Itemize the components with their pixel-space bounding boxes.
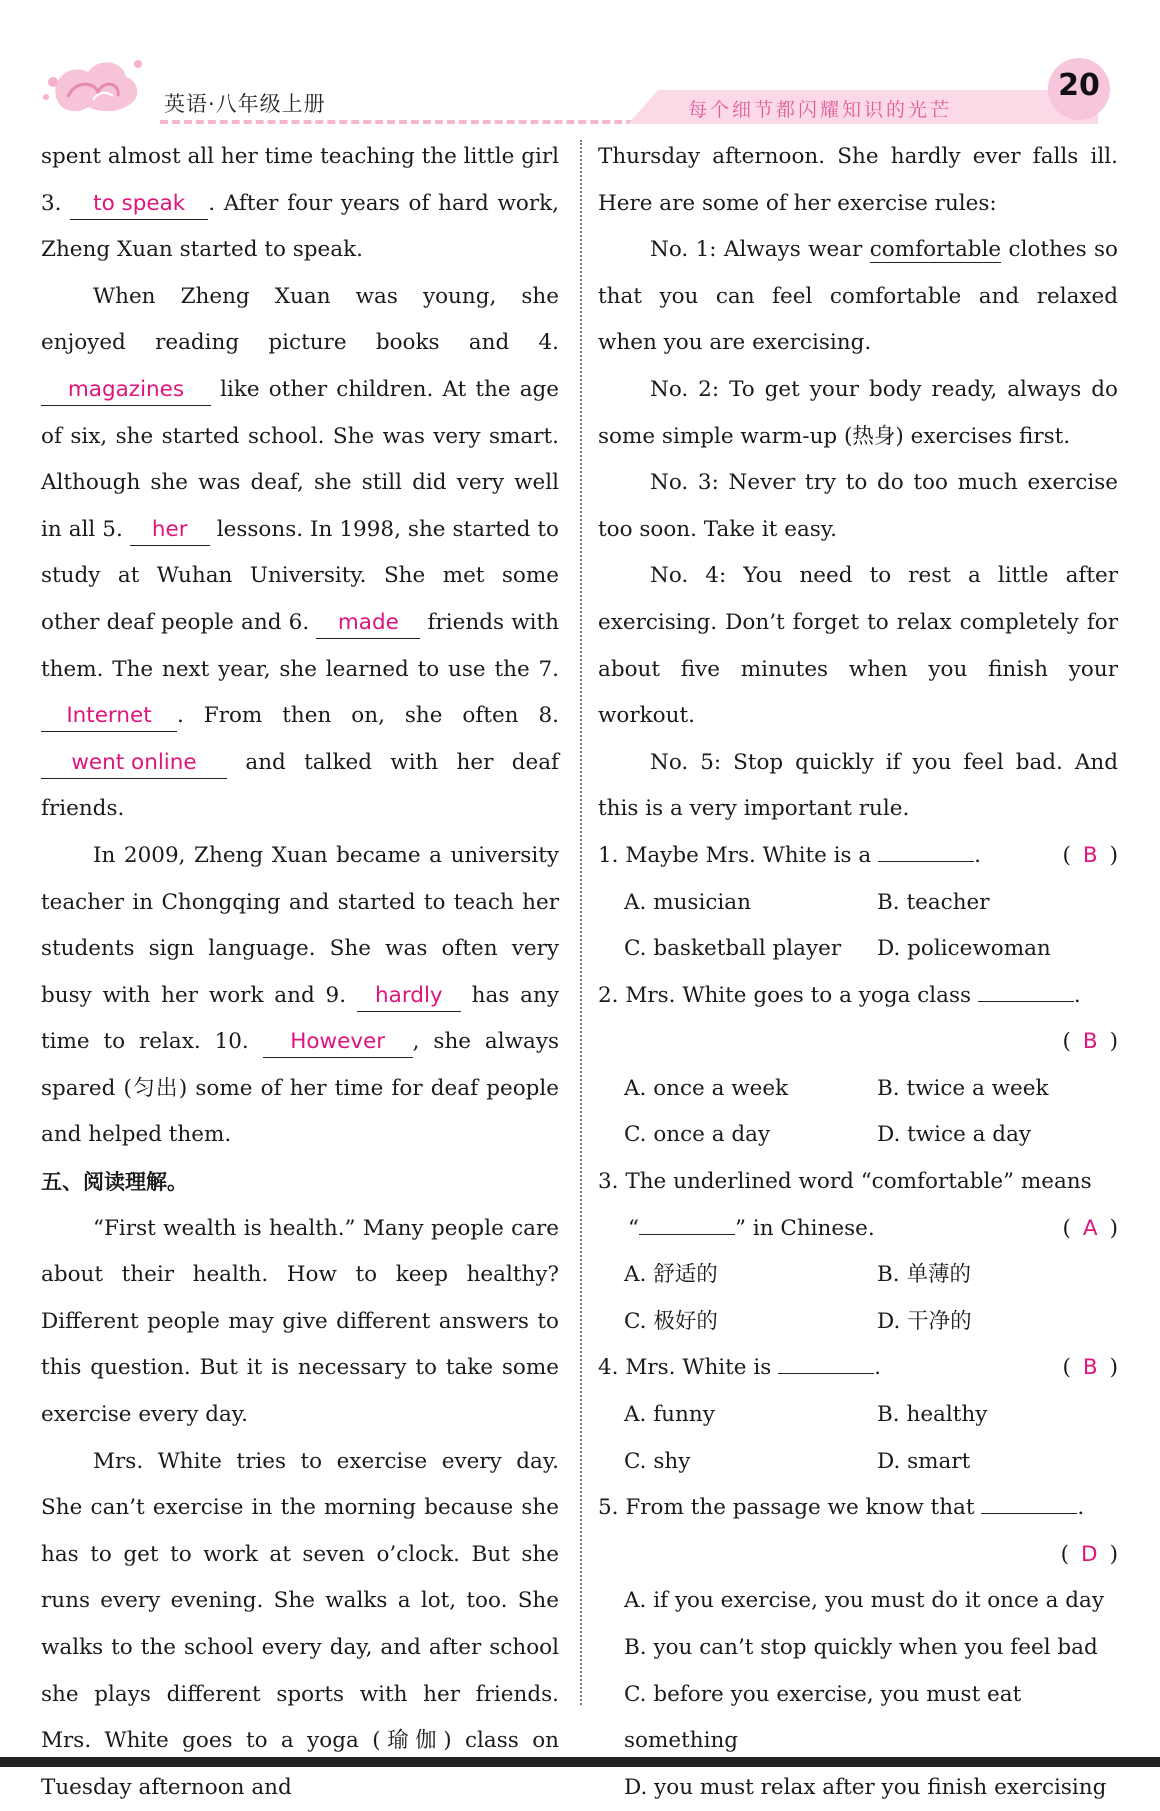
answer-bracket: ( D ) bbox=[1060, 1541, 1118, 1567]
question-blank bbox=[778, 1353, 874, 1374]
option-line: C. before you exercise, you must eat something bbox=[624, 1681, 1022, 1754]
answer-bracket: ( A ) bbox=[1062, 1215, 1118, 1241]
options-row: C. 极好的 D. 干净的 bbox=[624, 1308, 972, 1334]
reading-paragraph: Mrs. White tries to exercise every day. She can’t exercise in the morning because she has to get to work at seven o’clock. But she runs every evening. She walks a lot, too. She walks to the school every day, and after school she plays different sports with her friends. Mrs. White goes to a yoga (瑜伽) class on Tuesday afternoon and bbox=[41, 1448, 559, 1800]
answer-blank-8: went online bbox=[41, 748, 227, 779]
question-blank bbox=[978, 981, 1074, 1002]
left-column bbox=[41, 134, 559, 1811]
option-line: A. if you exercise, you must do it once a day bbox=[624, 1588, 1105, 1614]
column-divider bbox=[580, 140, 582, 1705]
answer-blank-10: However bbox=[263, 1027, 413, 1058]
options-row: A. once a week B. twice a week bbox=[624, 1075, 1049, 1101]
paragraph: When Zheng Xuan was young, she enjoyed reading picture books and 4. magazines like other children. At the age of six, she started school. She was very smart. Although she was deaf, she still did very well in all 5. her lessons. In 1998, she started to study at Wuhan University. She met some other deaf people and 6. made friends with them. The next year, she learned to use the 7. Internet . From then on, she often 8. went online and talked with her deaf friends. bbox=[41, 283, 560, 822]
answer-letter: B bbox=[1082, 842, 1098, 868]
rule-2: No. 2: To get your body ready, always do some simple warm-up (热身) exercises first. bbox=[598, 376, 1118, 449]
answer-blank-6: made bbox=[316, 608, 420, 639]
answer-letter: D bbox=[1081, 1541, 1098, 1567]
answer-blank-3: to speak bbox=[70, 189, 208, 220]
book-title: 英语·八年级上册 bbox=[164, 92, 326, 116]
question-5: 5. From the passage we know that . bbox=[598, 1495, 1085, 1521]
reading-paragraph: “First wealth is health.” Many people care about their health. How to keep healthy? Different people may give different answers to this question. But it is necessary to take some exercise every day. bbox=[41, 1215, 559, 1428]
options-row: C. once a day D. twice a day bbox=[624, 1122, 1032, 1148]
page-number: 20 bbox=[1058, 68, 1100, 103]
question-2: 2. Mrs. White goes to a yoga class . bbox=[598, 982, 1081, 1008]
page-header bbox=[38, 52, 1118, 132]
question-blank bbox=[981, 1493, 1077, 1514]
rule-1: No. 1: Always wear comfortable clothes so that you can feel comfortable and relaxed when you are exercising. bbox=[598, 237, 1119, 356]
bottom-edge bbox=[0, 1757, 1160, 1767]
answer-blank-5: her bbox=[130, 515, 210, 546]
question-1: 1. Maybe Mrs. White is a . ( B ) bbox=[598, 833, 1118, 880]
answer-letter: B bbox=[1082, 1355, 1098, 1381]
paragraph: In 2009, Zheng Xuan became a university teacher in Chongqing and started to teach her students sign language. She was often very busy with her work and 9. hardly has any time to relax. 10. However , she always spared (匀出) some of her time for deaf people and helped them. bbox=[41, 842, 560, 1148]
option-line: D. you must relax after you finish exercising bbox=[624, 1774, 1107, 1800]
flower-ornament-icon bbox=[38, 52, 148, 124]
header-motto: 每个细节都闪耀知识的光芒 bbox=[688, 99, 953, 121]
answer-blank-9: hardly bbox=[357, 981, 461, 1012]
options-row: A. musician B. teacher bbox=[624, 889, 990, 915]
question-4: 4. Mrs. White is . ( B ) bbox=[598, 1345, 1118, 1392]
rule-4: No. 4: You need to rest a little after exercising. Don’t forget to relax completely for about five minutes when you finish your workout. bbox=[598, 563, 1118, 729]
reading-paragraph: Thursday afternoon. She hardly ever falls ill. Here are some of her exercise rules: bbox=[598, 144, 1118, 216]
answer-blank-7: Internet bbox=[41, 701, 177, 732]
options-row: C. shy D. smart bbox=[624, 1448, 971, 1474]
question-blank bbox=[878, 841, 974, 862]
question-3: 3. The underlined word “comfortable” means bbox=[598, 1169, 1092, 1195]
page-number-badge bbox=[1048, 58, 1110, 120]
question-blank bbox=[639, 1214, 735, 1235]
option-line: B. you can’t stop quickly when you feel bad bbox=[624, 1635, 1098, 1660]
options-row: A. funny B. healthy bbox=[624, 1402, 988, 1428]
answer-letter: B bbox=[1082, 1029, 1098, 1055]
options-row: A. 舒适的 B. 单薄的 bbox=[624, 1262, 971, 1288]
options-row: C. basketball player D. policewoman bbox=[624, 936, 1051, 962]
underlined-word: comfortable bbox=[869, 237, 1002, 263]
answer-bracket: ( B ) bbox=[1062, 1355, 1118, 1381]
header-dashed-line bbox=[160, 120, 670, 124]
right-column: Thursday afternoon. She hardly ever falls ill. Here are some of her exercise rules: No. 1: Always wear comfortable clothes so that you can feel comfortable and relaxed when you are exercising. No. 2: To get your body ready, always do some simple warm-up (热身) exercises first. No. 3: Never try to do too much exercise too soon. Take it easy. No. 4: You need to rest a little after exercising. Don’t forget to relax completely for about five minutes when you finish your workout. No. 5: Stop quickly if you feel bad. And this is a very important rule. 1. Maybe Mrs. White is a . ( B ) A. musician B. teacher C. basketball player D. policewoman 2. Mrs. White goes to a yoga class . ( B ) A. once a week B. twice a week C. once a day D. twice a day 3. The underlined word “comfortable” means “ ” in Chinese. ( A ) A. 舒适的 B. 单薄的 C. 极好的 D. 干净的 4. Mrs. White is . ( B ) A. funny B. healthy C. shy D. smart 5. From the passage we know that . ( D ) A. if you exercise, you must do it once a day B. you can’t stop quickly when you feel bad C. before you exercise, you must eat something D. you must relax after you finish exercising bbox=[598, 134, 1118, 1811]
section-heading: 五、阅读理解。 bbox=[41, 1170, 188, 1195]
answer-letter: A bbox=[1082, 1215, 1098, 1241]
paragraph: spent almost all her time teaching the little girl 3. to speak . After four years of hard work, Zheng Xuan started to speak. bbox=[41, 144, 559, 263]
rule-3: No. 3: Never try to do too much exercise too soon. Take it easy. bbox=[598, 470, 1118, 542]
answer-bracket: ( B ) bbox=[1062, 842, 1118, 868]
rule-5: No. 5: Stop quickly if you feel bad. And this is a very important rule. bbox=[598, 749, 1118, 822]
answer-blank-4: magazines bbox=[41, 375, 211, 406]
answer-bracket: ( B ) bbox=[1062, 1029, 1118, 1055]
